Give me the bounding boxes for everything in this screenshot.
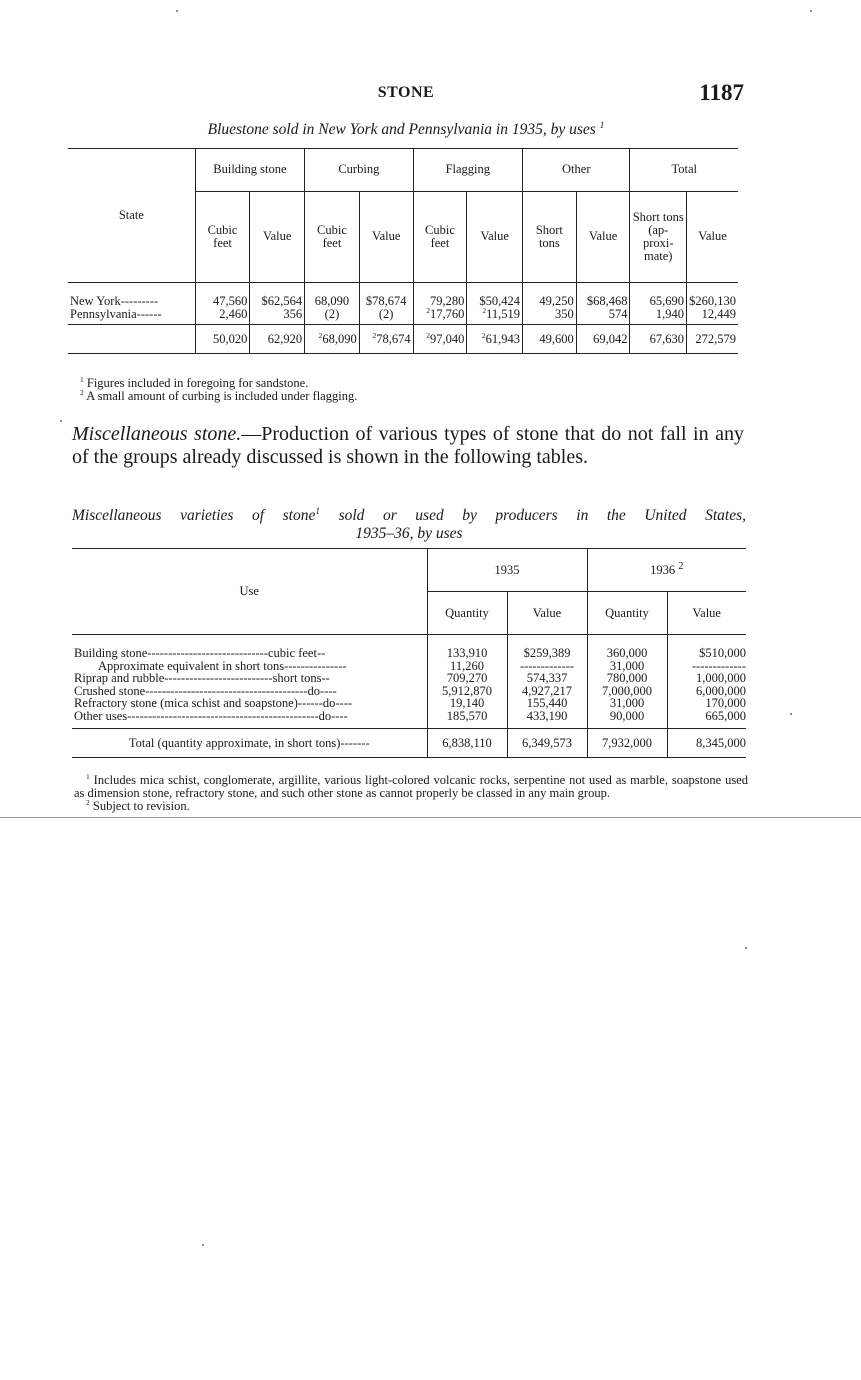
misc-stone-table	[72, 548, 746, 758]
footnote: $^1$ Figures included in foregoing for sandstone.	[80, 374, 309, 390]
value-header: Value	[667, 592, 746, 635]
total-cell: 49,600	[523, 325, 577, 354]
year-1935-header: 1935	[427, 549, 587, 592]
quantity-header: Quantity	[427, 592, 507, 635]
quantity-header: Quantity	[587, 592, 667, 635]
total-q2: 7,932,000	[587, 729, 667, 758]
value-header: Value	[507, 592, 587, 635]
state-cell	[68, 325, 195, 354]
cell: 65,690 1,940	[630, 283, 687, 325]
section-title: STONE	[377, 84, 435, 101]
scan-speck	[176, 10, 178, 12]
subheader-cubic-feet: Cubic feet	[305, 192, 360, 283]
value-1935-cell: $259,389 ------------- 574,337 4,927,217 155,440 433,190	[507, 635, 587, 729]
cell: 68,090 (2)	[305, 283, 360, 325]
total-q1: 6,838,110	[427, 729, 507, 758]
subheader-short-tons-approx: Short tons (ap- proxi- mate)	[630, 192, 687, 283]
total-cell: 272,579	[687, 325, 738, 354]
group-curbing: Curbing	[305, 149, 413, 192]
scan-speck	[810, 10, 812, 12]
total-cell: $^2$78,674	[359, 325, 413, 354]
group-flagging: Flagging	[413, 149, 522, 192]
cell: $260,130 12,449	[687, 283, 738, 325]
total-v1: 6,349,573	[507, 729, 587, 758]
table1-footnotes	[80, 374, 680, 403]
group-other: Other	[523, 149, 630, 192]
footnote: $^1$ Includes mica schist, conglomerate, argillite, various light-colored volcanic rocks, serpentine not used as marble, soapstone used as dimension stone, refractory stone, and such other stone as cannot properly be classed in any main group.	[74, 771, 748, 800]
cell: 49,250 350	[523, 283, 577, 325]
footnote: $^2$ Subject to revision.	[86, 797, 190, 813]
subheader-cubic-feet: Cubic feet	[195, 192, 250, 283]
group-building-stone: Building stone	[195, 149, 304, 192]
group-total: Total	[630, 149, 738, 192]
total-cell: $^2$97,040	[413, 325, 467, 354]
subheader-short-tons: Short tons	[523, 192, 577, 283]
scan-speck	[202, 1244, 204, 1246]
total-v2: 8,345,000	[667, 729, 746, 758]
total-cell: $^2$68,090	[305, 325, 360, 354]
subheader-value: Value	[467, 192, 523, 283]
quantity-1935-cell: 133,910 11,260 709,270 5,912,870 19,140 185,570	[427, 635, 507, 729]
cell: 47,560 2,460	[195, 283, 250, 325]
cell: $50,424 $^2$11,519	[467, 283, 523, 325]
table1-caption: Bluestone sold in New York and Pennsylvania in 1935, by uses $^1$	[207, 120, 605, 138]
total-cell: 50,020	[195, 325, 250, 354]
quantity-1936-cell: 360,000 31,000 780,000 7,000,000 31,000 90,000	[587, 635, 667, 729]
page-number: 1187	[699, 80, 744, 105]
subheader-cubic-feet: Cubic feet	[413, 192, 467, 283]
subheader-value: Value	[687, 192, 738, 283]
total-cell: 67,630	[630, 325, 687, 354]
cell: $62,564 356	[250, 283, 305, 325]
use-cell: Building stone-----------------------------cubic feet-- Approximate equivalent in short tons--------------- Riprap and rubble--------------------------short tons-- Crushed stone---------------------------------------do---- Refractory stone (mica schist and soapstone)------do---- Other uses----------------------------------------------do----	[72, 635, 427, 729]
scan-speck	[745, 947, 747, 949]
cell: $68,468 574	[576, 283, 630, 325]
year-1936-header: 1936 $^2$	[587, 549, 746, 592]
total-label: Total (quantity approximate, in short tons)-------	[72, 729, 427, 758]
total-cell: $^2$61,943	[467, 325, 523, 354]
total-cell: 69,042	[576, 325, 630, 354]
scan-speck	[60, 420, 62, 422]
state-cell: New York--------- Pennsylvania------	[68, 283, 195, 325]
cell: $78,674 (2)	[359, 283, 413, 325]
running-head	[68, 80, 744, 108]
value-1936-cell: $510,000 ------------- 1,000,000 6,000,000 170,000 665,000	[667, 635, 746, 729]
footnote: $^2$ A small amount of curbing is included under flagging.	[80, 387, 358, 403]
cell: 79,280 $^2$17,760	[413, 283, 467, 325]
table2-caption: Miscellaneous varieties of stone$^1$ sold or used by producers in the United States, 1935–36, by uses	[72, 506, 746, 542]
scan-line	[0, 817, 861, 818]
subheader-value: Value	[576, 192, 630, 283]
misc-stone-paragraph: Miscellaneous stone.—Production of various types of stone that do not fall in any of the groups already discussed is shown in the following tables.	[72, 423, 744, 468]
total-cell: 62,920	[250, 325, 305, 354]
state-header: State	[68, 149, 195, 283]
bluestone-table	[68, 148, 738, 354]
table2-footnotes	[74, 771, 748, 813]
scan-speck	[790, 713, 792, 715]
use-header: Use	[72, 549, 427, 635]
subheader-value: Value	[250, 192, 305, 283]
subheader-value: Value	[359, 192, 413, 283]
